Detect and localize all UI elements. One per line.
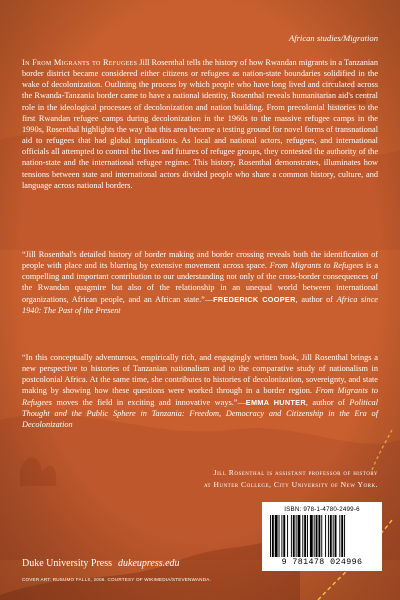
barcode-bar bbox=[283, 515, 285, 557]
barcode-bar bbox=[291, 515, 292, 557]
quote-text: “In this conceptually adventurous, empirically rich, and engagingly written book, Jill Rosenthal brings a new perspective to histories of Tanzanian nationalism and to the comparative study of nationalism in postcolonial Africa. At the same time, she contributes to histories of decolonization, sovereignty, and state making by showing how these questions were worked through in a border region. bbox=[22, 353, 378, 396]
quote-author: FREDERICK COOPER bbox=[213, 294, 296, 304]
barcode-bar bbox=[296, 515, 297, 557]
barcode-bar bbox=[302, 515, 303, 557]
barcode-bar bbox=[310, 515, 313, 557]
quote-text: moves the field in exciting and innovative ways.” bbox=[51, 397, 238, 407]
barcode-bar bbox=[321, 515, 322, 557]
barcode-bar bbox=[328, 515, 329, 557]
barcode-bar bbox=[316, 515, 318, 557]
quote-text: “Jill Rosenthal's detailed history of border making and border crossing reveals both the identification of people with place and its blurring by extensive movement across space. bbox=[22, 250, 378, 271]
author-bio-line: at Hunter College, City University of New York. bbox=[203, 480, 378, 489]
quote-author-role: , author of bbox=[295, 294, 337, 304]
barcode-bar bbox=[279, 515, 280, 557]
description-blurb bbox=[22, 57, 378, 191]
barcode-bar bbox=[281, 515, 282, 557]
barcode-bar bbox=[314, 515, 315, 557]
barcode-bar bbox=[341, 515, 343, 557]
barcode-bar bbox=[307, 515, 308, 557]
blurb-lead-title: In From Migrants to Refugees bbox=[22, 58, 138, 67]
barcode-digits: 9 781478 024996 bbox=[281, 558, 363, 567]
barcode-bar bbox=[318, 515, 320, 557]
quote-dash: — bbox=[237, 397, 246, 407]
barcode-bar bbox=[335, 515, 337, 557]
cover-art-credit: COVER ART: RUSUMO FALLS, 2006. COURTESY OF WIKIMEDIA/STEVENWANDA. bbox=[22, 577, 211, 582]
quote-book-title: From Migrants to Refugees bbox=[22, 386, 378, 407]
quote-author: EMMA HUNTER bbox=[245, 397, 306, 407]
quote-book-title: From Migrants to Refugees bbox=[269, 261, 364, 271]
publisher-line bbox=[22, 558, 180, 569]
quote-author-role: , author of bbox=[305, 397, 350, 407]
category-label: African studies/Migration bbox=[288, 33, 378, 43]
barcode-bar bbox=[298, 515, 301, 557]
isbn-barcode bbox=[262, 502, 382, 571]
barcode-bar bbox=[333, 515, 334, 557]
barcode-bar bbox=[304, 515, 306, 557]
barcode-bar bbox=[330, 515, 332, 557]
barcode-bar bbox=[325, 515, 326, 557]
barcode-bar bbox=[339, 515, 340, 557]
publisher-url: dukeupress.edu bbox=[118, 558, 180, 569]
quote-author-work: Africa since 1940: The Past of the Present bbox=[22, 294, 378, 315]
barcode-bar bbox=[293, 515, 295, 557]
quote-author-work: Political Thought and the Public Sphere in Tanzania: Freedom, Democracy and Citizenship in the Era of Decolonization bbox=[22, 397, 378, 429]
blurb-text: Jill Rosenthal tells the history of how Rwandan migrants in a Tanzanian border district became considered either citizens or refugees as nation-state boundaries solidified in the wake of decolonization. Outlining the process by which people who have long lived and circulated across the Rwanda-Tanzania border came to have a national identity, Rosenthal reveals humanitarian aid's central role in the ideological processes of decolonization and nation building. From precolonial histories to the first Rwandan refugee camps during decolonization in the 1960s to the massive refugee camps in the 1990s, Rosenthal highlights the way that this area became a testing ground for novel forms of transnational aid to refugees that had global implications. As local and national actors, refugees, and international officials all attempted to control the lives and futures of refugee groups, they contested the authority of the nation-state and the international refugee regime. This history, Rosenthal demonstrates, illuminates how tensions between state and international actors divided people who share a common history, culture, and language across national borders. bbox=[22, 58, 378, 190]
barcode-bar bbox=[344, 515, 345, 557]
author-bio bbox=[140, 467, 378, 491]
isbn-label: ISBN: 978-1-4780-2499-6 bbox=[284, 506, 360, 513]
endorsement-quote bbox=[22, 352, 378, 430]
endorsement-quote bbox=[22, 249, 378, 316]
barcode-bar bbox=[275, 515, 278, 557]
quote-dash: — bbox=[204, 294, 214, 304]
author-bio-line: Jill Rosenthal is assistant professor of history bbox=[213, 468, 378, 477]
publisher-name: Duke University Press bbox=[22, 558, 112, 569]
quote-text: is a compelling and important contribution to our understanding not only of the cross-border consequences of the Rwandan quagmire but also of the relationship in an unequal world between international organizations, African people, and an African state.” bbox=[22, 261, 378, 304]
barcode-bar bbox=[287, 515, 288, 557]
barcode-icon bbox=[268, 515, 376, 557]
barcode-bar bbox=[270, 515, 271, 557]
barcode-bar bbox=[272, 515, 274, 557]
